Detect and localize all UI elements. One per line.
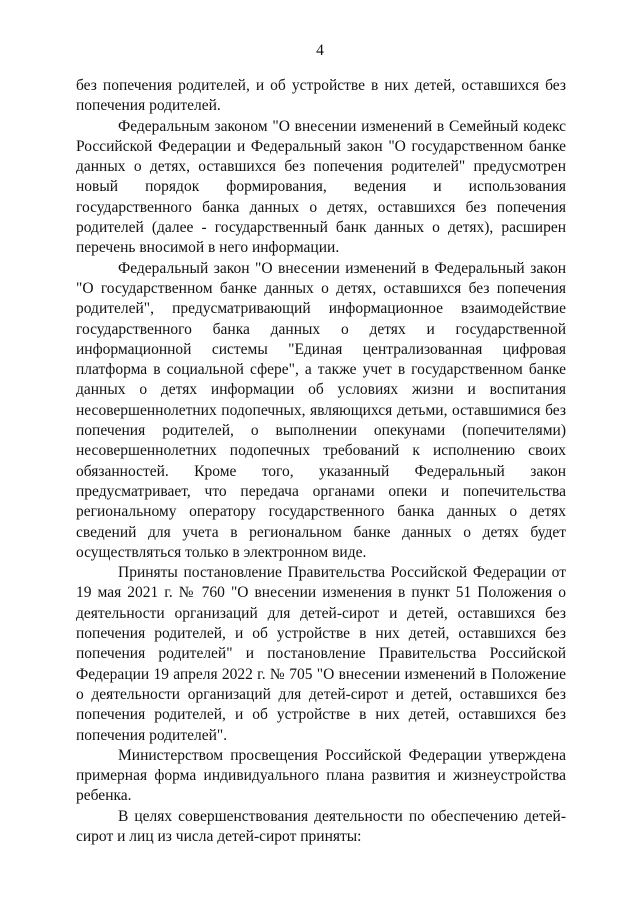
page-number: 4 — [316, 42, 324, 59]
paragraph-ministry-form: Министерством просвещения Российской Федерации утверждена примерная форма индивидуального плана развития и жизнеустройства ребенка. — [76, 746, 566, 805]
paragraph-data-bank-law: Федеральный закон "О внесении изменений в Федеральный закон "О государственном банке данных о детях, оставшихся без попечения родителей", предусматривающий информационное взаимодействие государственного банка данных о детях и государственной информационной системы "Единая централизованная цифровая платформа в социальной сфере", а также учет в государственном банке данных о детях информации об условиях жизни и воспитания несовершеннолетних подопечных, являющихся детьми, оставшимися без попечения родителей, о выполнении опекунами (попечителями) несовершеннолетних подопечных требований к исполнению своих обязанностей. Кроме того, указанный Федеральный закон предусматривает, что передача органами опеки и попечительства региональному оператору государственного банка данных о детях сведений для учета в региональном банке данных о детях будет осуществляться только в электронном виде. — [76, 259, 566, 561]
paragraph-family-code-amendments: Федеральным законом "О внесении изменений в Семейный кодекс Российской Федерации и Федеральный закон "О государственном банке данных о детях, оставшихся без попечения родителей" предусмотрен новый порядок формирования, ведения и использования государственного банка данных о детях, оставшихся без попечения родителей (далее - государственный банк данных о детях), расширен перечень вносимой в него информации. — [76, 117, 566, 257]
paragraph-government-resolutions: Приняты постановление Правительства Российской Федерации от 19 мая 2021 г. № 760 "О внесении изменения в пункт 51 Положения о деятельности организаций для детей-сирот и детей, оставшихся без попечения родителей, и об устройстве в них детей, оставшихся без попечения родителей" и постановление Правительства Российской Федерации 19 апреля 2022 г. № 705 "О внесении изменений в Положение о деятельности организаций для детей-сирот и детей, оставшихся без попечения родителей, и об устройстве в них детей, оставшихся без попечения родителей". — [76, 564, 566, 744]
paragraph-continuation: без попечения родителей, и об устройстве в них детей, оставшихся без попечения родителей. — [76, 77, 566, 115]
paragraph-measures-intro: В целях совершенствования деятельности по обеспечению детей-сирот и лиц из числа детей-сирот приняты: — [76, 807, 566, 845]
document-body — [76, 76, 566, 847]
